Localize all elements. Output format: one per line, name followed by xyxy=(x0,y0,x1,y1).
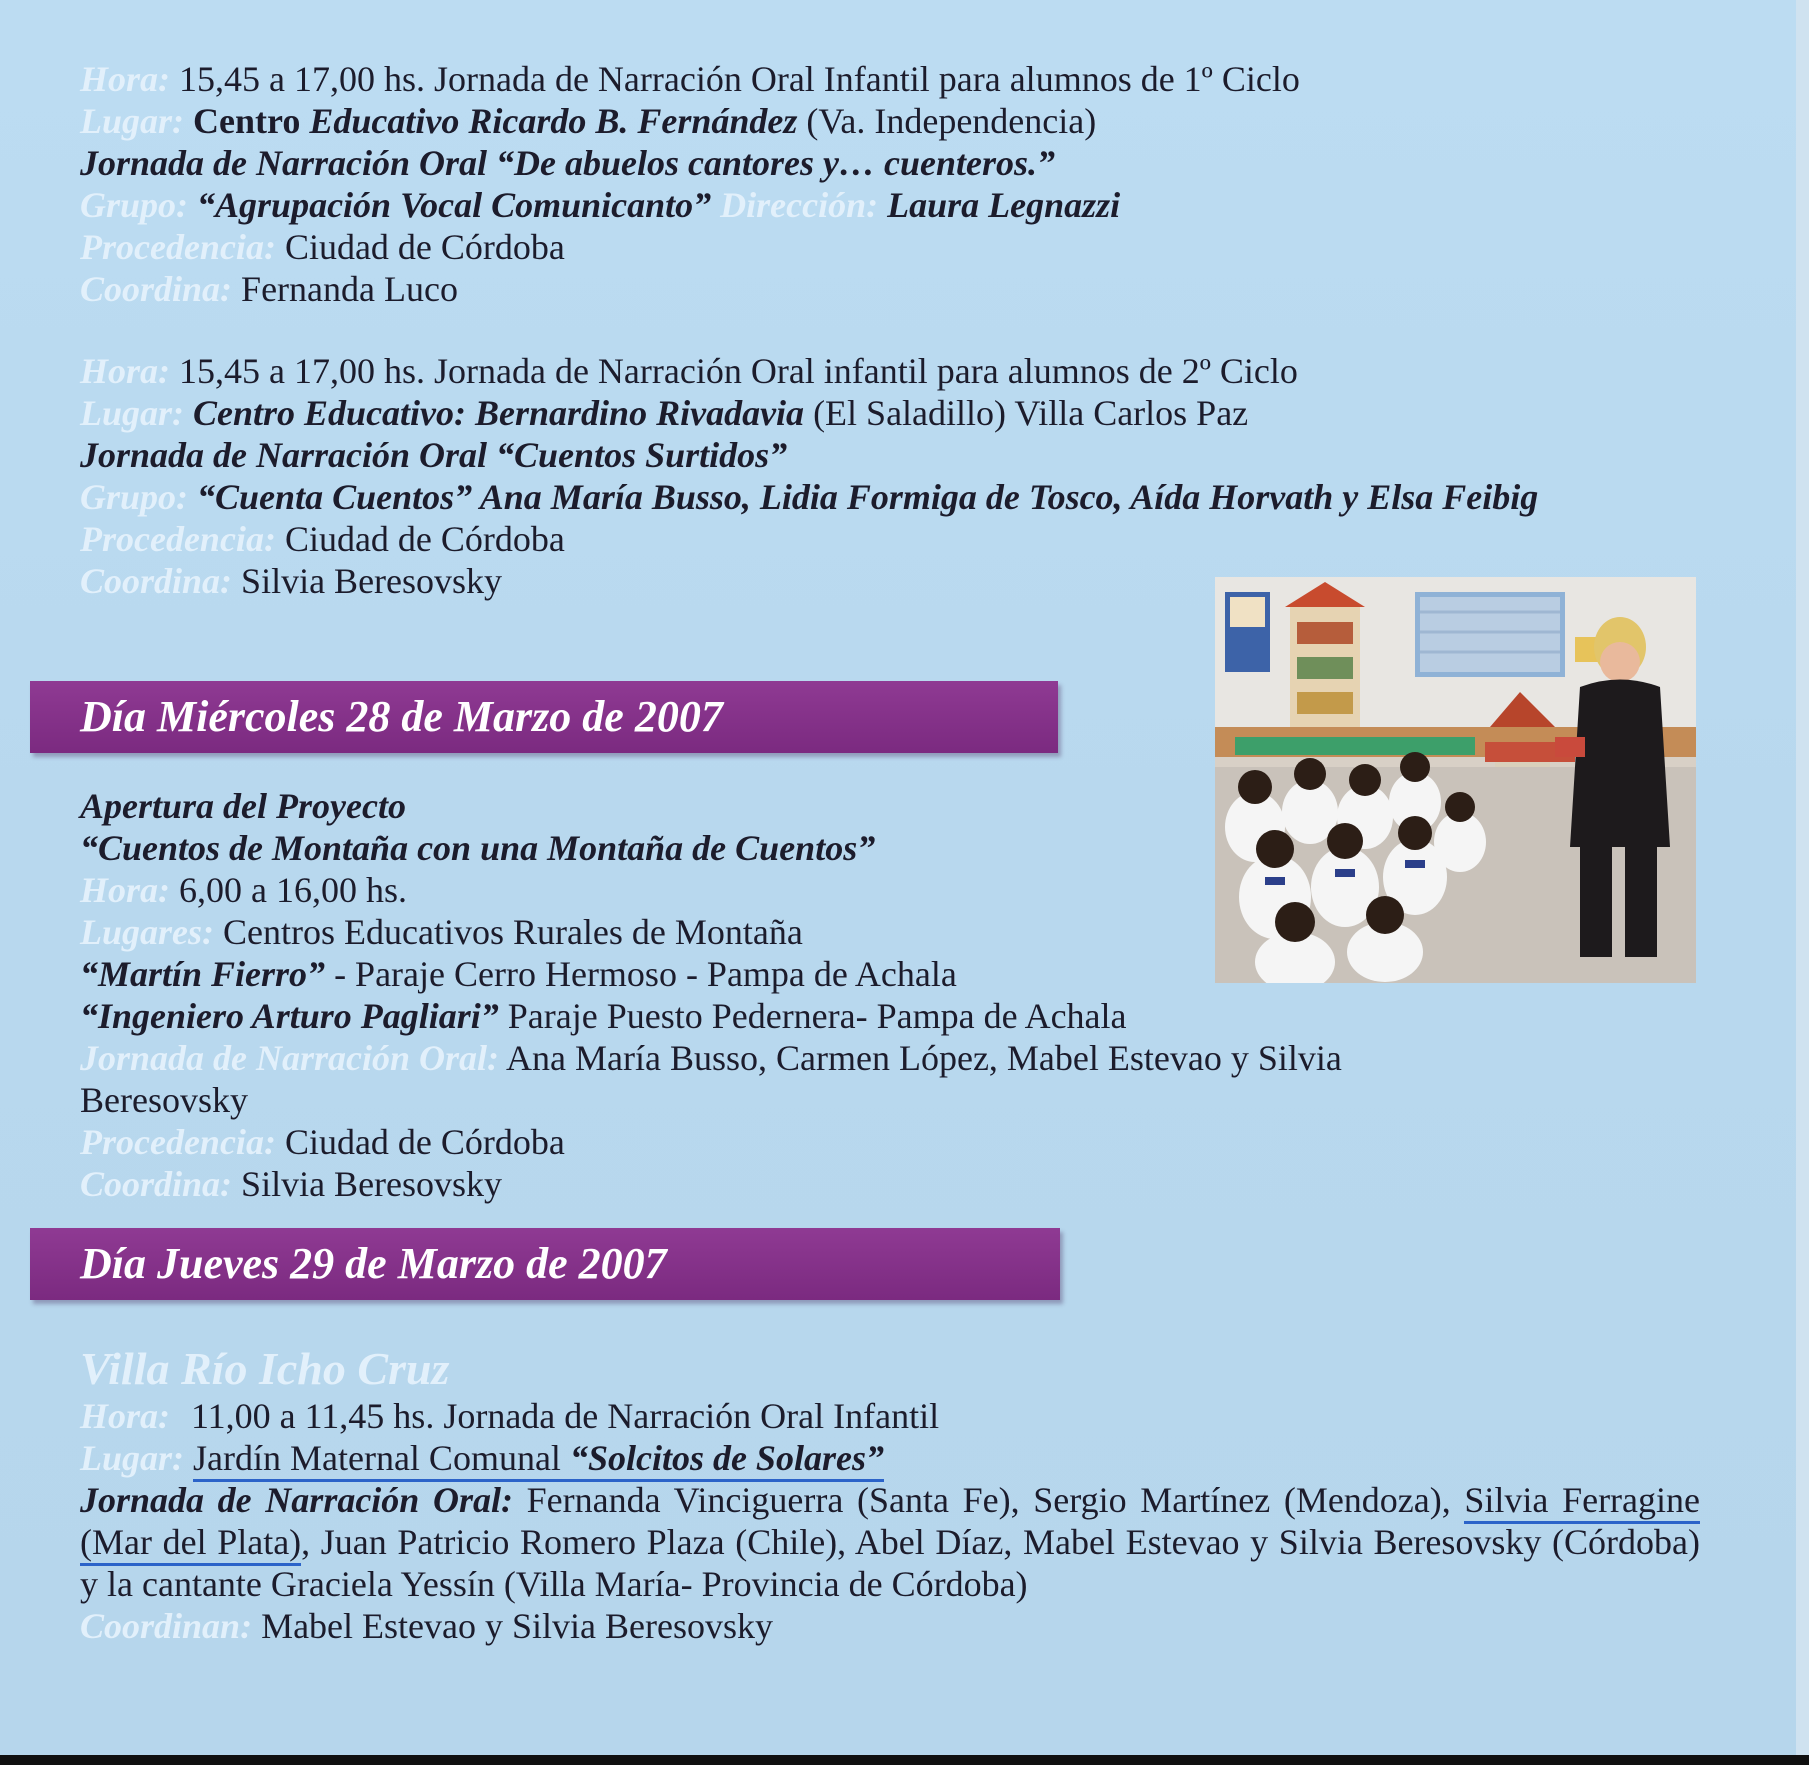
procedencia-label: Procedencia: xyxy=(80,227,276,267)
grupo-name: “Agrupación Vocal Comunicanto” xyxy=(197,185,712,225)
jornada-row xyxy=(80,1479,1700,1605)
lugar-locality: (Va. Independencia) xyxy=(806,101,1097,141)
hora-label: Hora: xyxy=(80,59,170,99)
hora-row xyxy=(80,350,1700,392)
hora-text: 15,45 a 17,00 hs. Jornada de Narración Oral infantil para alumnos de 2º Ciclo xyxy=(179,351,1298,391)
lugares-label: Lugares: xyxy=(80,912,214,952)
school-location: Paraje Puesto Pedernera- Pampa de Achala xyxy=(507,996,1127,1036)
lugar-locality: (El Saladillo) Villa Carlos Paz xyxy=(813,393,1249,433)
jornada-label: Jornada de Narración Oral: xyxy=(80,1038,500,1078)
school-name: “Ingeniero Arturo Pagliari” xyxy=(80,996,499,1036)
page-edge-bottom xyxy=(0,1755,1809,1765)
coordinan-row xyxy=(80,1605,1700,1647)
school-row-1 xyxy=(80,953,1700,995)
procedencia-label: Procedencia: xyxy=(80,1122,276,1162)
school-row-2 xyxy=(80,995,1700,1037)
lugares-row xyxy=(80,911,1700,953)
village-heading: Villa Río Icho Cruz xyxy=(80,1343,450,1394)
lugar-row xyxy=(80,1437,1700,1479)
event-block-3 xyxy=(80,785,1700,1205)
event-block-1 xyxy=(80,58,1700,310)
jornada-underlined-name: Silvia Ferragine (Mar del Plata) xyxy=(80,1480,1700,1566)
day-banner-text: Día Jueves 29 de Marzo de 2007 xyxy=(80,1239,667,1288)
jornada-row xyxy=(80,1037,1410,1121)
hora-row xyxy=(80,869,1700,911)
procedencia-row xyxy=(80,1121,1700,1163)
school-name: “Martín Fierro” xyxy=(80,954,326,994)
lugar-label: Lugar: xyxy=(80,101,185,141)
lugar-name: Centro Educativo: Bernardino Rivadavia xyxy=(193,393,805,433)
grupo-label: Grupo: xyxy=(80,477,189,517)
hora-row xyxy=(80,58,1700,100)
procedencia-text: Ciudad de Córdoba xyxy=(284,227,565,267)
page-edge-right xyxy=(1796,0,1809,1765)
event-block-2 xyxy=(80,350,1700,602)
lugar-row xyxy=(80,392,1700,434)
jornada-title: Jornada de Narración Oral “Cuentos Surtidos” xyxy=(80,435,788,475)
hora-text: 11,00 a 11,45 hs. Jornada de Narración Oral Infantil xyxy=(191,1396,940,1436)
jornada-part2: , Juan Patricio Romero Plaza (Chile), Abel Díaz, Mabel Estevao y Silvia Beresovsky (Córdoba) y la cantante Graciela Yessín (Villa María- Provincia de Córdoba) xyxy=(80,1522,1700,1604)
lugar-venue-name: “Solcitos de Solares” xyxy=(569,1438,884,1478)
coordina-label: Coordina: xyxy=(80,269,233,309)
lugar-venue: Jardín Maternal Comunal xyxy=(193,1438,561,1478)
coordinan-label: Coordinan: xyxy=(80,1606,253,1646)
jornada-text: Ana María Busso, Carmen López, Mabel Estevao y Silvia Beresovsky xyxy=(80,1038,1342,1120)
hora-row xyxy=(80,1395,1700,1437)
direccion-name: Laura Legnazzi xyxy=(887,185,1121,225)
procedencia-text: Ciudad de Córdoba xyxy=(284,519,565,559)
lugar-row xyxy=(80,100,1700,142)
project-title-line1: Apertura del Proyecto xyxy=(80,786,406,826)
day-banner-text: Día Miércoles 28 de Marzo de 2007 xyxy=(80,692,723,741)
coordina-row xyxy=(80,268,1700,310)
lugar-name-bold: Centro xyxy=(193,101,301,141)
coordina-text: Fernanda Luco xyxy=(241,269,458,309)
grupo-row xyxy=(80,184,1700,226)
hora-text: 15,45 a 17,00 hs. Jornada de Narración Oral Infantil para alumnos de 1º Ciclo xyxy=(179,59,1300,99)
day-banner-wednesday xyxy=(30,681,1058,753)
grupo-label: Grupo: xyxy=(80,185,189,225)
coordina-label: Coordina: xyxy=(80,561,233,601)
lugares-text: Centros Educativos Rurales de Montaña xyxy=(223,912,803,952)
procedencia-text: Ciudad de Córdoba xyxy=(284,1122,565,1162)
jornada-label: Jornada de Narración Oral: xyxy=(80,1480,513,1520)
lugar-label: Lugar: xyxy=(80,1438,185,1478)
procedencia-row xyxy=(80,226,1700,268)
hora-label: Hora: xyxy=(80,870,170,910)
hora-text: 6,00 a 16,00 hs. xyxy=(179,870,407,910)
grupo-text: “Cuenta Cuentos” Ana María Busso, Lidia Formiga de Tosco, Aída Horvath y Elsa Feibig xyxy=(197,477,1539,517)
school-location: - Paraje Cerro Hermoso - Pampa de Achala xyxy=(334,954,957,994)
day-banner-thursday xyxy=(30,1228,1060,1300)
lugar-name-italic: Educativo Ricardo B. Fernández xyxy=(309,101,798,141)
lugar-label: Lugar: xyxy=(80,393,185,433)
hora-label: Hora: xyxy=(80,351,170,391)
jornada-title: Jornada de Narración Oral “De abuelos cantores y… cuenteros.” xyxy=(80,143,1056,183)
coordina-text: Silvia Beresovsky xyxy=(241,561,503,601)
coordina-label: Coordina: xyxy=(80,1164,233,1204)
event-block-4 xyxy=(80,1343,1700,1647)
coordina-text: Silvia Beresovsky xyxy=(241,1164,503,1204)
jornada-part1: Fernanda Vinciguerra (Santa Fe), Sergio Martínez (Mendoza), xyxy=(526,1480,1451,1520)
procedencia-row xyxy=(80,518,1700,560)
lugar-text xyxy=(193,1438,884,1482)
project-title-line2: “Cuentos de Montaña con una Montaña de Cuentos” xyxy=(80,828,876,868)
coordina-row xyxy=(80,1163,1700,1205)
procedencia-label: Procedencia: xyxy=(80,519,276,559)
coordinan-text: Mabel Estevao y Silvia Beresovsky xyxy=(261,1606,773,1646)
direccion-label: Dirección: xyxy=(720,185,879,225)
grupo-row xyxy=(80,476,1700,518)
hora-label: Hora: xyxy=(80,1396,170,1436)
